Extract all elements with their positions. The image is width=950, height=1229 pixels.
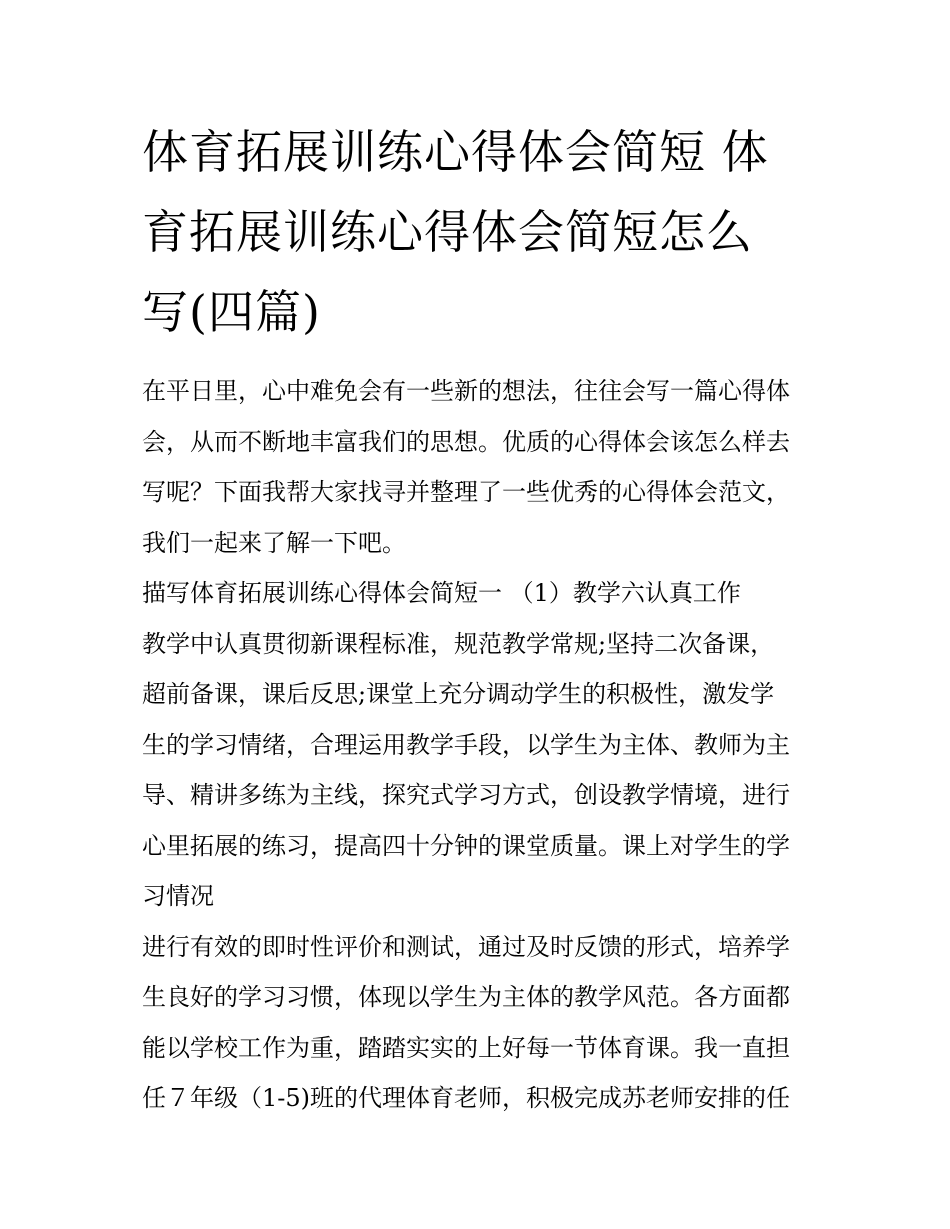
body-line: 超前备课，课后反思;课堂上充分调动学生的积极性，激发学 xyxy=(142,680,775,708)
body-line: 能以学校工作为重，踏踏实实的上好每一节体育课。我一直担 xyxy=(142,1033,790,1062)
title-line: 写(四篇) xyxy=(142,285,321,339)
body-line: 我们一起来了解一下吧。 xyxy=(142,528,406,557)
body-line: 导、精讲多练为主线，探究式学习方式，创设教学情境，进行 xyxy=(142,781,790,809)
document-page xyxy=(142,112,814,1124)
title-line: 体育拓展训练心得体会简短 体 xyxy=(142,125,769,179)
body-line: 心里拓展的练习，提高四十分钟的课堂质量。课上对学生的学 xyxy=(142,831,790,860)
section-heading: 描写体育拓展训练心得体会简短一 （1）教学六认真工作 xyxy=(142,579,741,607)
body-line: 写呢？下面我帮大家找寻并整理了一些优秀的心得体会范文， xyxy=(142,478,790,506)
body-line: 会，从而不断地丰富我们的思想。优质的心得体会该怎么样去 xyxy=(142,427,790,456)
body-line: 教学中认真贯彻新课程标准，规范教学常规;坚持二次备课， xyxy=(142,629,775,658)
document-body xyxy=(142,366,814,1124)
body-line: 生的学习情绪，合理运用教学手段，以学生为主体、教师为主 xyxy=(142,730,790,759)
document-title xyxy=(142,112,814,352)
body-line: 进行有效的即时性评价和测试，通过及时反馈的形式，培养学 xyxy=(142,932,790,961)
body-line: 习情况 xyxy=(142,882,214,910)
body-line: 生良好的学习习惯，体现以学生为主体的教学风范。各方面都 xyxy=(142,983,790,1011)
body-line: 在平日里，心中难免会有一些新的想法，往往会写一篇心得体 xyxy=(142,377,790,405)
body-line: 任７年级（1-5)班的代理体育老师，积极完成苏老师安排的任 xyxy=(142,1084,791,1112)
title-line: 育拓展训练心得体会简短怎么 xyxy=(142,205,753,259)
